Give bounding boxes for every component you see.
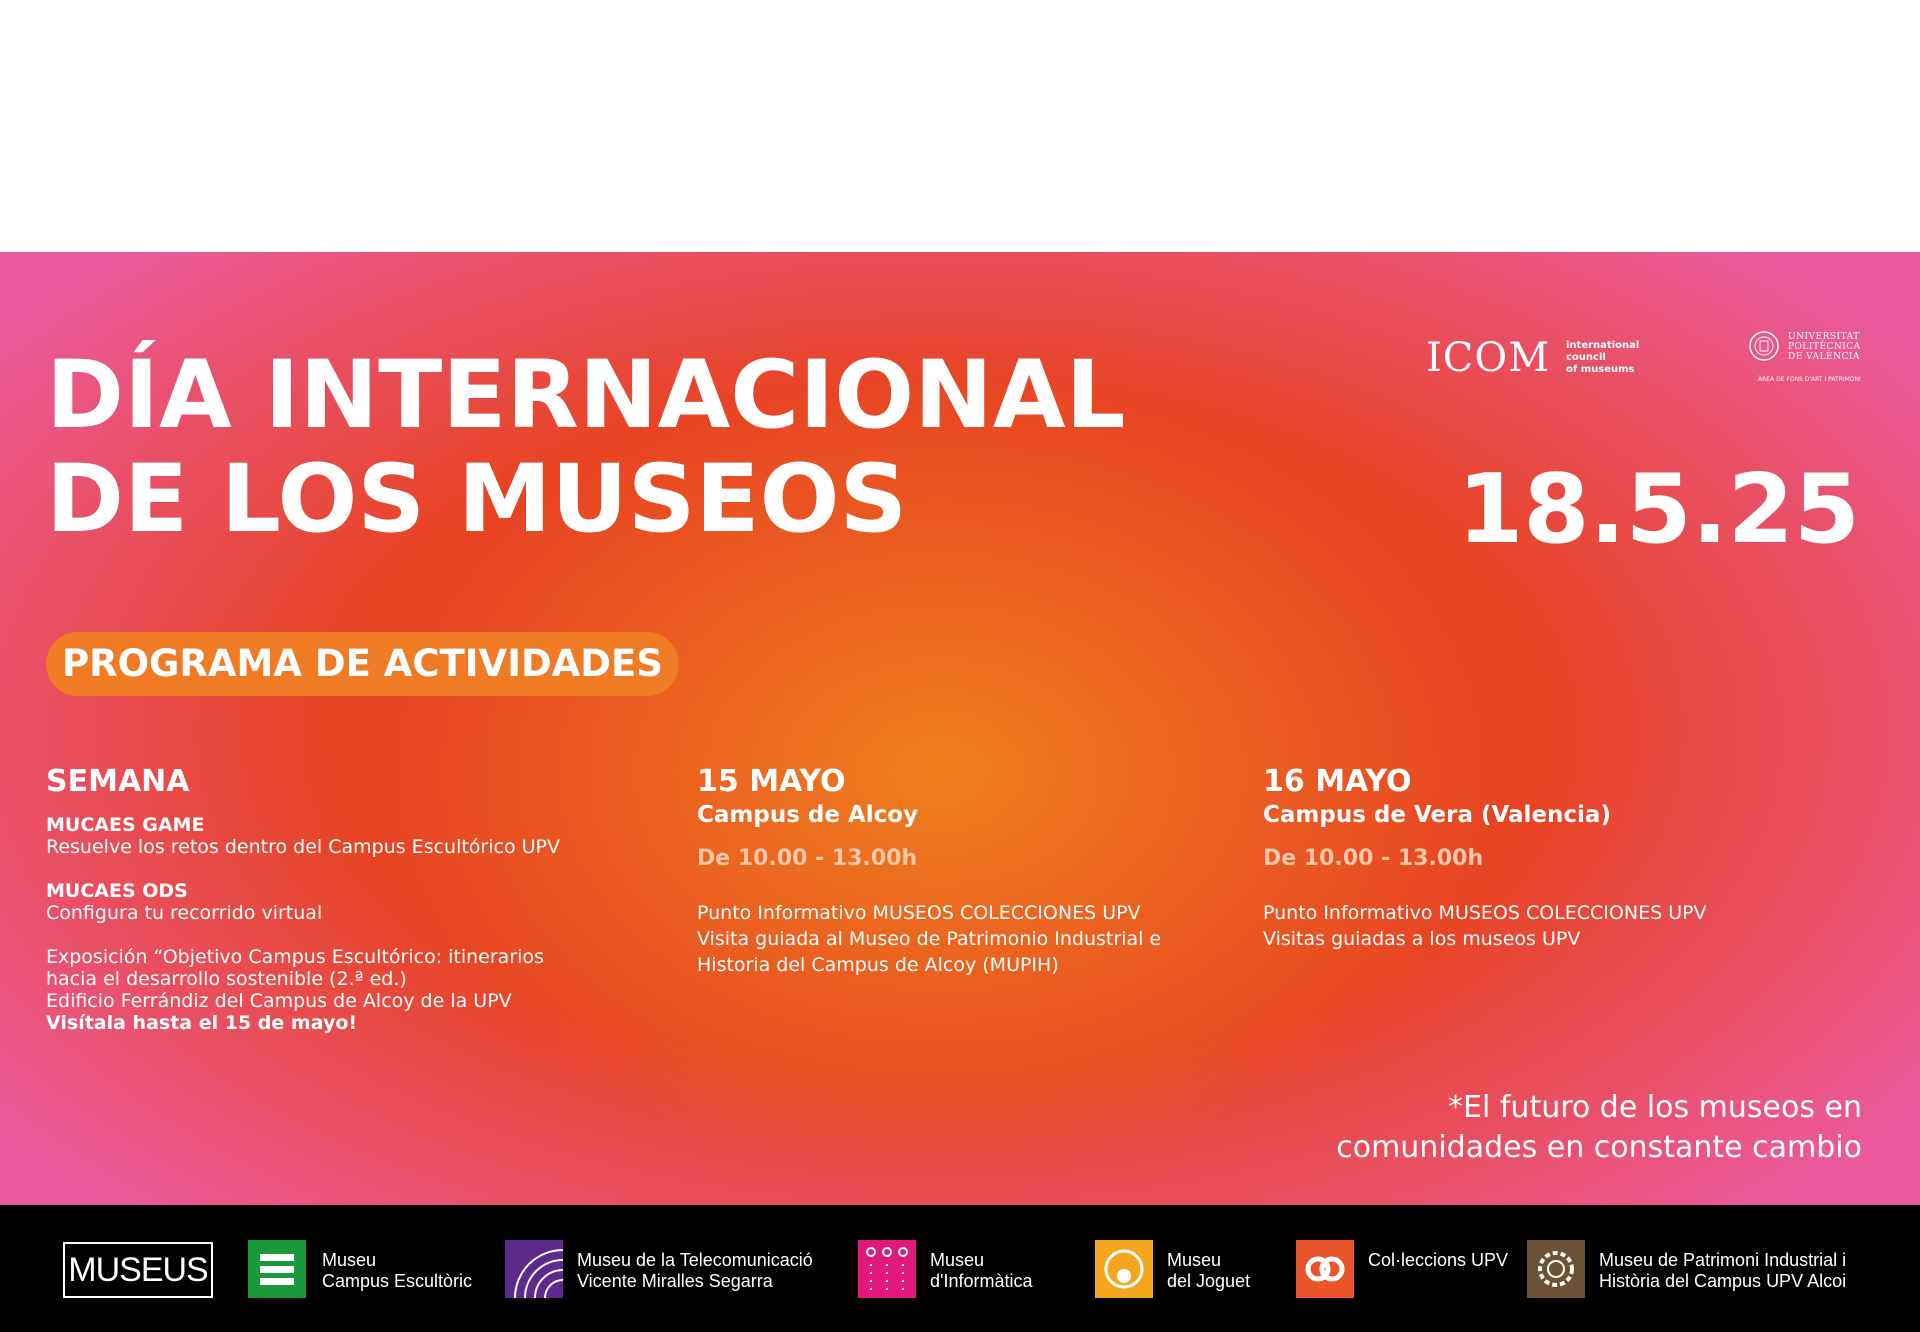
tagline: *El futuro de los museos en comunidades en constante cambio: [1336, 1090, 1862, 1165]
icom-mark: ICOM: [1426, 335, 1551, 381]
mucaes-game-title: MUCAES GAME: [46, 814, 205, 836]
event-date: 18.5.25: [1457, 455, 1860, 565]
mayo16-heading: 16 MAYO: [1263, 764, 1412, 799]
poster-banner: [0, 252, 1920, 1205]
link-icon: [1296, 1240, 1354, 1298]
upv-subtitle: ÀREA DE FONS D'ART I PATRIMONI: [1758, 376, 1861, 383]
waves-icon: [505, 1240, 563, 1298]
mayo15-time: De 10.00 - 13.00h: [697, 846, 918, 871]
semana-heading: SEMANA: [46, 764, 190, 799]
mucaes-ods-text: Configura tu recorrido virtual: [46, 902, 323, 924]
upv-logo: [1748, 330, 1864, 390]
mayo16-campus: Campus de Vera (Valencia): [1263, 802, 1611, 828]
page-title: [46, 341, 1126, 554]
icom-logo: [1426, 336, 1646, 380]
mucaes-game-text: Resuelve los retos dentro del Campus Escultórico UPV: [46, 836, 560, 858]
title-line-2: DE LOS MUSEOS: [46, 445, 908, 554]
icom-text: international council of museums: [1566, 340, 1640, 375]
mayo16-time: De 10.00 - 13.00h: [1263, 846, 1484, 871]
mayo16-column: 16 MAYO Campus de Vera (Valencia) De 10.00 - 13.00h Punto Informativo MUSEOS COLECCIONES UPV Visitas guiadas a los museos UPV: [1263, 764, 1707, 950]
museus-logo: MUSEUS: [63, 1242, 213, 1298]
exposition-info: Exposición “Objetivo Campus Escultórico: itinerarios hacia el desarrollo sostenible (2.ª ed.) Edificio Ferrándiz del Campus de Alcoy de la UPV Visítala hasta el 15 de mayo!: [46, 946, 544, 1034]
toy-icon: [1095, 1240, 1153, 1298]
footer-logos-bar: MUSEUS Museu Campus Escultòric Museu de la Telecomunicació Vicente Miralles Segarra Museu d'Informàtica Museu del Joguet Col·leccions UPV Museu de Patrimoni Industrial i Història del Campus UPV Alcoi: [0, 1205, 1920, 1332]
mayo15-column: 15 MAYO Campus de Alcoy De 10.00 - 13.00h Punto Informativo MUSEOS COLECCIONES UPV Visita guiada al Museo de Patrimonio Industrial e Historia del Campus de Alcoy (MUPIH): [697, 764, 1162, 976]
upv-name: UNIVERSITAT POLITÈCNICA DE VALÈNCIA: [1788, 332, 1861, 362]
mayo15-campus: Campus de Alcoy: [697, 802, 919, 828]
program-badge: PROGRAMA DE ACTIVIDADES: [46, 632, 679, 696]
dots-icon: [858, 1240, 916, 1298]
bars-icon: [248, 1240, 306, 1298]
gear-icon: [1527, 1240, 1585, 1298]
title-line-1: DÍA INTERNACIONAL: [46, 341, 1126, 450]
mucaes-ods-title: MUCAES ODS: [46, 880, 188, 902]
upv-seal-icon: [1748, 330, 1780, 362]
mayo15-heading: 15 MAYO: [697, 764, 846, 799]
semana-column: [46, 764, 560, 1034]
